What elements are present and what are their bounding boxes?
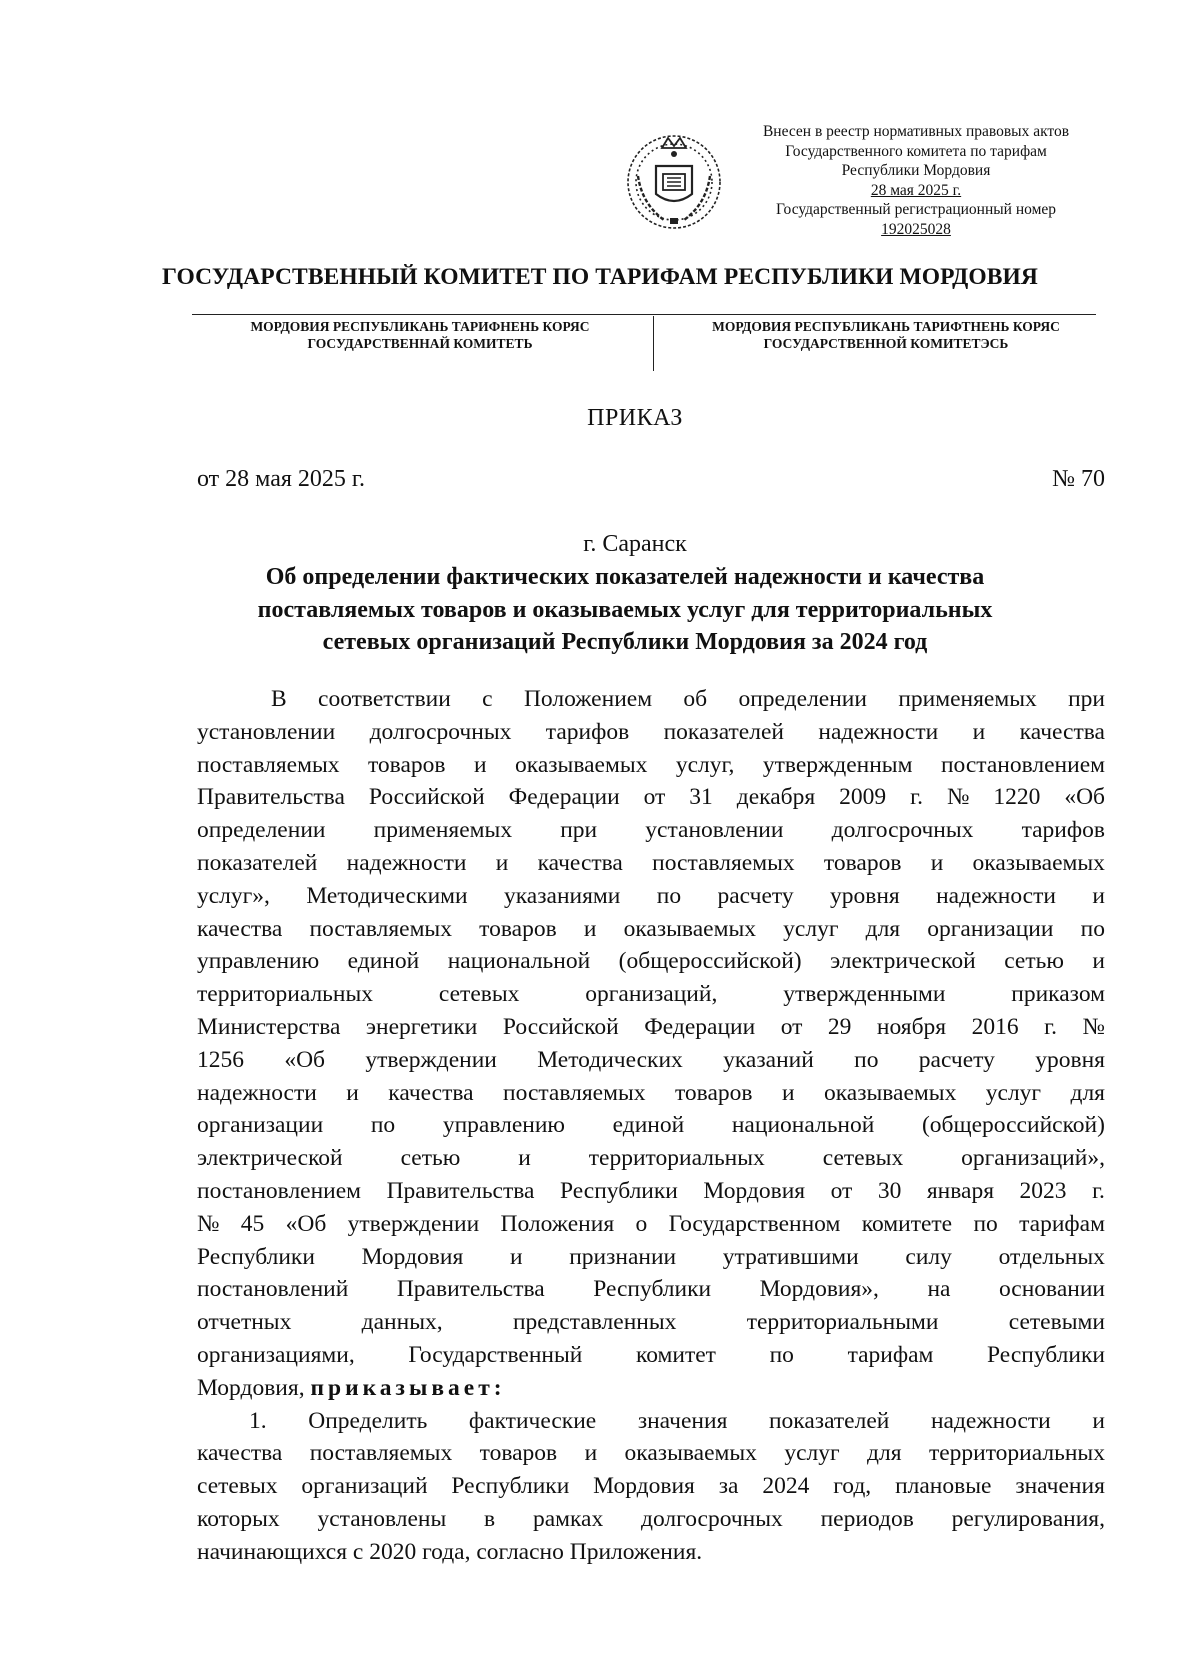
- body-word: и: [972, 718, 986, 745]
- committee-name-moksha-line1: МОРДОВИЯ РЕСПУБЛИКАНЬ ТАРИФТНЕНЬ КОРЯС: [712, 319, 1060, 334]
- body-word: товаров: [823, 849, 902, 876]
- body-word: №: [197, 1210, 220, 1237]
- title-line: поставляемых товаров и оказываемых услуг для территориальных: [257, 596, 993, 623]
- body-word: и: [509, 1243, 523, 1270]
- registry-stamp: [736, 122, 1096, 239]
- body-word: год,: [833, 1473, 872, 1500]
- body-word: электрической: [197, 1145, 343, 1172]
- body-word: надежности: [197, 1079, 317, 1106]
- body-word: периодов: [820, 1505, 914, 1532]
- body-word: при: [1068, 686, 1105, 712]
- body-word: отчетных: [197, 1309, 292, 1336]
- body-word: с: [482, 686, 493, 712]
- body-word: «Об: [285, 1210, 327, 1237]
- body-word: от: [830, 1177, 853, 1204]
- paragraph-preamble: [197, 683, 1105, 1372]
- paragraph-line: [197, 847, 1105, 880]
- body-word: «Об: [284, 1046, 326, 1073]
- body-word: услуг,: [675, 751, 735, 778]
- body-word: оказываемых: [624, 1440, 757, 1467]
- body-word: и: [495, 849, 509, 876]
- body-word: Методическими: [306, 882, 468, 909]
- body-word: комитете: [861, 1210, 953, 1237]
- body-word: поставляемых: [309, 1440, 453, 1467]
- body-word: применяемых: [898, 686, 1037, 712]
- committee-name-erzya-line2: ГОСУДАРСТВЕННАЙ КОМИТЕТЬ: [307, 336, 533, 351]
- body-word: указаний: [723, 1046, 814, 1073]
- body-word: отдельных: [998, 1243, 1105, 1270]
- body-word: данных,: [361, 1309, 443, 1336]
- body-word: расчету: [918, 1046, 995, 1073]
- body-word: долгосрочных: [641, 1505, 783, 1532]
- body-word: Положением: [523, 686, 653, 712]
- body-word: поставляемых: [197, 751, 340, 778]
- body-word: Федерации: [508, 784, 620, 811]
- paragraph-line: [197, 1405, 1105, 1438]
- document-title: [150, 561, 1100, 659]
- body-word: 2009: [839, 784, 887, 811]
- body-word: национальной: [447, 948, 591, 975]
- body-word: организаций,: [585, 981, 718, 1008]
- body-word: сетевыми: [1008, 1309, 1105, 1336]
- body-text: начинающихся с 2020 года, согласно Приложения.: [197, 1538, 703, 1565]
- body-word: определении: [197, 817, 326, 844]
- body-word: и: [518, 1145, 531, 1172]
- body-word: по: [1080, 915, 1105, 942]
- body-word: и: [781, 1079, 795, 1106]
- paragraph-line: [197, 1470, 1105, 1503]
- body-word: рамках: [532, 1505, 604, 1532]
- paragraph-line: [197, 945, 1105, 978]
- body-word: утверждении: [365, 1046, 497, 1073]
- body-word: Республики: [451, 1473, 570, 1500]
- body-word: услуг: [783, 915, 839, 942]
- body-word: тарифов: [1021, 817, 1105, 844]
- body-word: долгосрочных: [831, 817, 974, 844]
- body-word: комитет: [636, 1341, 716, 1368]
- body-word: Государственный: [408, 1341, 583, 1368]
- body-word: организации: [927, 915, 1054, 942]
- body-word: для: [1070, 1079, 1105, 1106]
- paragraph-line: [197, 880, 1105, 913]
- body-word: для: [867, 1440, 902, 1467]
- body-word: фактические: [468, 1407, 597, 1434]
- body-word: организации: [197, 1112, 324, 1139]
- body-word: от: [643, 784, 666, 811]
- body-word: Республики: [987, 1341, 1105, 1368]
- body-word: территориальными: [746, 1309, 939, 1336]
- body-word: сетевых: [822, 1145, 904, 1172]
- body-word: организациями,: [197, 1341, 355, 1368]
- body-word: и: [346, 1079, 359, 1106]
- body-word: оказываемых: [623, 915, 756, 942]
- registry-line: Республики Мордовия: [841, 162, 991, 179]
- body-word: Федерации: [644, 1013, 756, 1040]
- body-word: плановые: [895, 1473, 992, 1500]
- body-word: Министерства: [197, 1013, 341, 1040]
- order-city: г. Саранск: [583, 531, 687, 557]
- body-word: 45: [240, 1210, 265, 1237]
- body-word: указаниями: [504, 882, 621, 909]
- body-word: Мордовия: [703, 1177, 806, 1204]
- paragraph-line: [197, 749, 1105, 782]
- body-word: признании: [569, 1243, 677, 1270]
- body-word: по: [854, 1046, 879, 1073]
- body-word: тарифам: [1019, 1210, 1105, 1237]
- body-word: Методических: [537, 1046, 683, 1073]
- body-word: установлении: [645, 817, 784, 844]
- body-word: и: [930, 849, 944, 876]
- header-divider: [192, 314, 1096, 315]
- body-word: уровня: [829, 882, 900, 909]
- body-word: утверждении: [347, 1210, 480, 1237]
- body-word: Правительства: [396, 1276, 545, 1303]
- paragraph-line: [197, 1339, 1105, 1372]
- body-word: Положения: [500, 1210, 615, 1237]
- paragraph-line: [197, 1208, 1105, 1241]
- body-word: Мордовия: [593, 1473, 695, 1500]
- body-word: значения: [637, 1407, 728, 1434]
- body-word: услуг: [784, 1440, 840, 1467]
- body-word: и: [584, 1440, 598, 1467]
- paragraph-line: [197, 978, 1105, 1011]
- body-word: которых: [197, 1505, 280, 1532]
- body-word: 31: [689, 784, 713, 811]
- body-word: Государственном: [668, 1210, 841, 1237]
- body-word: января: [926, 1177, 995, 1204]
- body-word: значения: [1015, 1473, 1105, 1500]
- body-word: Российской: [368, 784, 485, 811]
- body-word: по: [656, 882, 682, 909]
- registry-line: Государственный регистрационный номер: [775, 201, 1057, 218]
- body-word: и: [583, 915, 597, 942]
- body-word: представленных: [512, 1309, 677, 1336]
- body-word: Правительства: [386, 1177, 535, 1204]
- body-word: энергетики: [365, 1013, 478, 1040]
- body-word: сетью: [400, 1145, 461, 1172]
- document-body: [197, 683, 1105, 1569]
- body-word: территориальных: [588, 1145, 765, 1172]
- body-word: 2024: [762, 1473, 810, 1500]
- body-word: Республики: [559, 1177, 678, 1204]
- body-word: декабря: [736, 784, 816, 811]
- body-word: качества: [197, 1440, 283, 1467]
- body-word: управлению: [197, 948, 320, 975]
- body-word: товаров: [479, 915, 557, 942]
- paragraph-line: [197, 1437, 1105, 1470]
- body-word: постановлений: [197, 1276, 349, 1303]
- body-word: основании: [998, 1276, 1105, 1303]
- body-word: 1.: [249, 1407, 267, 1434]
- body-word: Правительства: [197, 784, 345, 811]
- body-word: долгосрочных: [369, 718, 512, 745]
- committee-name-erzya: [200, 318, 640, 352]
- body-word: В: [271, 686, 287, 712]
- body-word: электрической: [830, 948, 976, 975]
- body-word: сетевых: [438, 981, 520, 1008]
- body-word: оказываемых: [823, 1079, 957, 1106]
- body-word: качества: [388, 1079, 474, 1106]
- paragraph-line: [197, 1306, 1105, 1339]
- paragraph-line: [197, 1175, 1105, 1208]
- paragraph-line: [197, 1503, 1105, 1536]
- body-word: товаров: [479, 1440, 558, 1467]
- committee-name: ГОСУДАРСТВЕННЫЙ КОМИТЕТ ПО ТАРИФАМ РЕСПУБЛИКИ МОРДОВИЯ: [162, 264, 1038, 290]
- body-word: территориальных: [928, 1440, 1105, 1467]
- body-word: поставляемых: [503, 1079, 646, 1106]
- body-word: (общероссийской): [921, 1112, 1105, 1139]
- paragraph-line: [197, 1044, 1105, 1077]
- title-line: Об определении фактических показателей надежности и качества: [265, 564, 985, 590]
- body-word: товаров: [367, 751, 446, 778]
- body-word: Мордовия»,: [759, 1276, 879, 1303]
- body-word: постановлением: [940, 751, 1105, 778]
- body-word: о: [635, 1210, 648, 1237]
- body-word: 29: [827, 1013, 852, 1040]
- title-line: сетевых организаций Республики Мордовия за 2024 год: [322, 629, 928, 655]
- body-word: установлены: [317, 1505, 447, 1532]
- body-word: качества: [197, 915, 283, 942]
- body-word: утвержденными: [783, 981, 946, 1008]
- body-word: надежности: [818, 718, 939, 745]
- body-word: тарифам: [847, 1341, 934, 1368]
- body-word: сетевых: [197, 1473, 278, 1500]
- body-word: Определить: [308, 1407, 428, 1434]
- body-word: услуг: [985, 1079, 1042, 1106]
- paragraph-line: [197, 716, 1105, 749]
- order-number: № 70: [1052, 466, 1105, 492]
- paragraph-item-1: [197, 1405, 1105, 1536]
- paragraph-line: [197, 1142, 1105, 1175]
- body-word: надежности: [930, 1407, 1051, 1434]
- body-word: организаций»,: [961, 1145, 1105, 1172]
- registry-line: Внесен в реестр нормативных правовых актов: [762, 123, 1070, 140]
- body-word: за: [718, 1473, 739, 1500]
- body-word: показателей: [768, 1407, 890, 1434]
- decree-word: приказывает:: [310, 1374, 506, 1401]
- body-word: тарифов: [545, 718, 630, 745]
- body-word: «Об: [1064, 784, 1105, 811]
- body-word: соответствии: [318, 686, 451, 712]
- committee-name-erzya-line1: МОРДОВИЯ РЕСПУБЛИКАНЬ ТАРИФНЕНЬ КОРЯС: [250, 319, 590, 334]
- body-word: управлению: [442, 1112, 565, 1139]
- body-word: организаций: [301, 1473, 428, 1500]
- body-word: надежности: [346, 849, 467, 876]
- paragraph-line: [197, 913, 1105, 946]
- body-word: поставляемых: [652, 849, 795, 876]
- body-word: территориальных: [197, 981, 374, 1008]
- body-text: Мордовия,: [197, 1374, 305, 1401]
- body-word: оказываемых: [972, 849, 1105, 876]
- registry-line: Государственного комитета по тарифам: [785, 142, 1047, 160]
- body-word: по: [370, 1112, 396, 1139]
- body-word: Республики: [197, 1243, 315, 1270]
- body-word: 2016: [971, 1013, 1019, 1040]
- body-word: определении: [738, 686, 867, 712]
- body-word: регулирования,: [951, 1505, 1105, 1532]
- body-word: г.: [910, 784, 923, 811]
- body-word: 1220: [993, 784, 1041, 811]
- body-word: Российской: [502, 1013, 619, 1040]
- paragraph-line: [197, 1241, 1105, 1274]
- order-date: от 28 мая 2025 г.: [197, 466, 366, 492]
- body-word: в: [484, 1505, 496, 1532]
- body-word: от: [780, 1013, 803, 1040]
- body-word: качества: [1019, 718, 1105, 745]
- document-type: ПРИКАЗ: [587, 405, 683, 431]
- body-word: и: [473, 751, 487, 778]
- body-word: 30: [877, 1177, 902, 1204]
- body-word: по: [769, 1341, 794, 1368]
- body-word: утвержденным: [762, 751, 913, 778]
- body-word: показателей: [663, 718, 784, 745]
- body-word: Мордовия: [361, 1243, 464, 1270]
- coat-of-arms-icon: [618, 124, 730, 236]
- paragraph-line: [197, 683, 1105, 716]
- paragraph-line: [197, 1372, 1105, 1405]
- body-word: об: [683, 686, 708, 712]
- body-word: и: [1092, 882, 1105, 909]
- body-word: поставляемых: [309, 915, 452, 942]
- header-column-divider: [653, 316, 654, 371]
- paragraph-line: [197, 1273, 1105, 1306]
- body-word: 1256: [197, 1046, 244, 1073]
- body-word: оказываемых: [515, 751, 648, 778]
- body-word: постановлением: [197, 1177, 362, 1204]
- body-word: национальной: [731, 1112, 875, 1139]
- body-word: установлении: [197, 718, 336, 745]
- paragraph-line: [197, 814, 1105, 847]
- body-word: при: [560, 817, 598, 844]
- body-word: надежности: [936, 882, 1056, 909]
- body-word: ноября: [876, 1013, 947, 1040]
- body-word: и: [1092, 1407, 1105, 1434]
- paragraph-line: [197, 1011, 1105, 1044]
- body-word: качества: [537, 849, 623, 876]
- body-word: приказом: [1011, 981, 1105, 1008]
- body-word: и: [1092, 948, 1105, 975]
- body-word: расчету: [717, 882, 794, 909]
- body-word: на: [927, 1276, 951, 1303]
- registry-date: 28 мая 2025 г.: [870, 181, 962, 199]
- paragraph-line: [197, 1109, 1105, 1142]
- body-word: №: [946, 784, 970, 811]
- body-word: по: [973, 1210, 998, 1237]
- body-word: г.: [1044, 1013, 1057, 1040]
- body-word: показателей: [197, 849, 318, 876]
- paragraph-line: [197, 1077, 1105, 1110]
- body-word: (общероссийской): [618, 948, 802, 975]
- body-word: для: [865, 915, 901, 942]
- registry-number: 192025028: [881, 220, 951, 238]
- body-word: единой: [347, 948, 420, 975]
- body-word: уровня: [1035, 1046, 1105, 1073]
- body-word: Республики: [593, 1276, 712, 1303]
- body-word: утратившими: [722, 1243, 859, 1270]
- paragraph-line: [197, 781, 1105, 814]
- body-word: единой: [612, 1112, 685, 1139]
- body-word: г.: [1092, 1177, 1105, 1204]
- paragraph-line: [197, 1536, 1105, 1569]
- body-word: №: [1082, 1013, 1105, 1040]
- body-word: сетью: [1004, 948, 1064, 975]
- body-word: услуг»,: [197, 882, 270, 909]
- body-word: применяемых: [373, 817, 513, 844]
- body-word: 2023: [1019, 1177, 1067, 1204]
- body-word: товаров: [674, 1079, 753, 1106]
- body-word: силу: [905, 1243, 952, 1270]
- committee-name-moksha: [666, 318, 1106, 352]
- committee-name-moksha-line2: ГОСУДАРСТВЕННОЙ КОМИТЕТЭСЬ: [763, 336, 1009, 351]
